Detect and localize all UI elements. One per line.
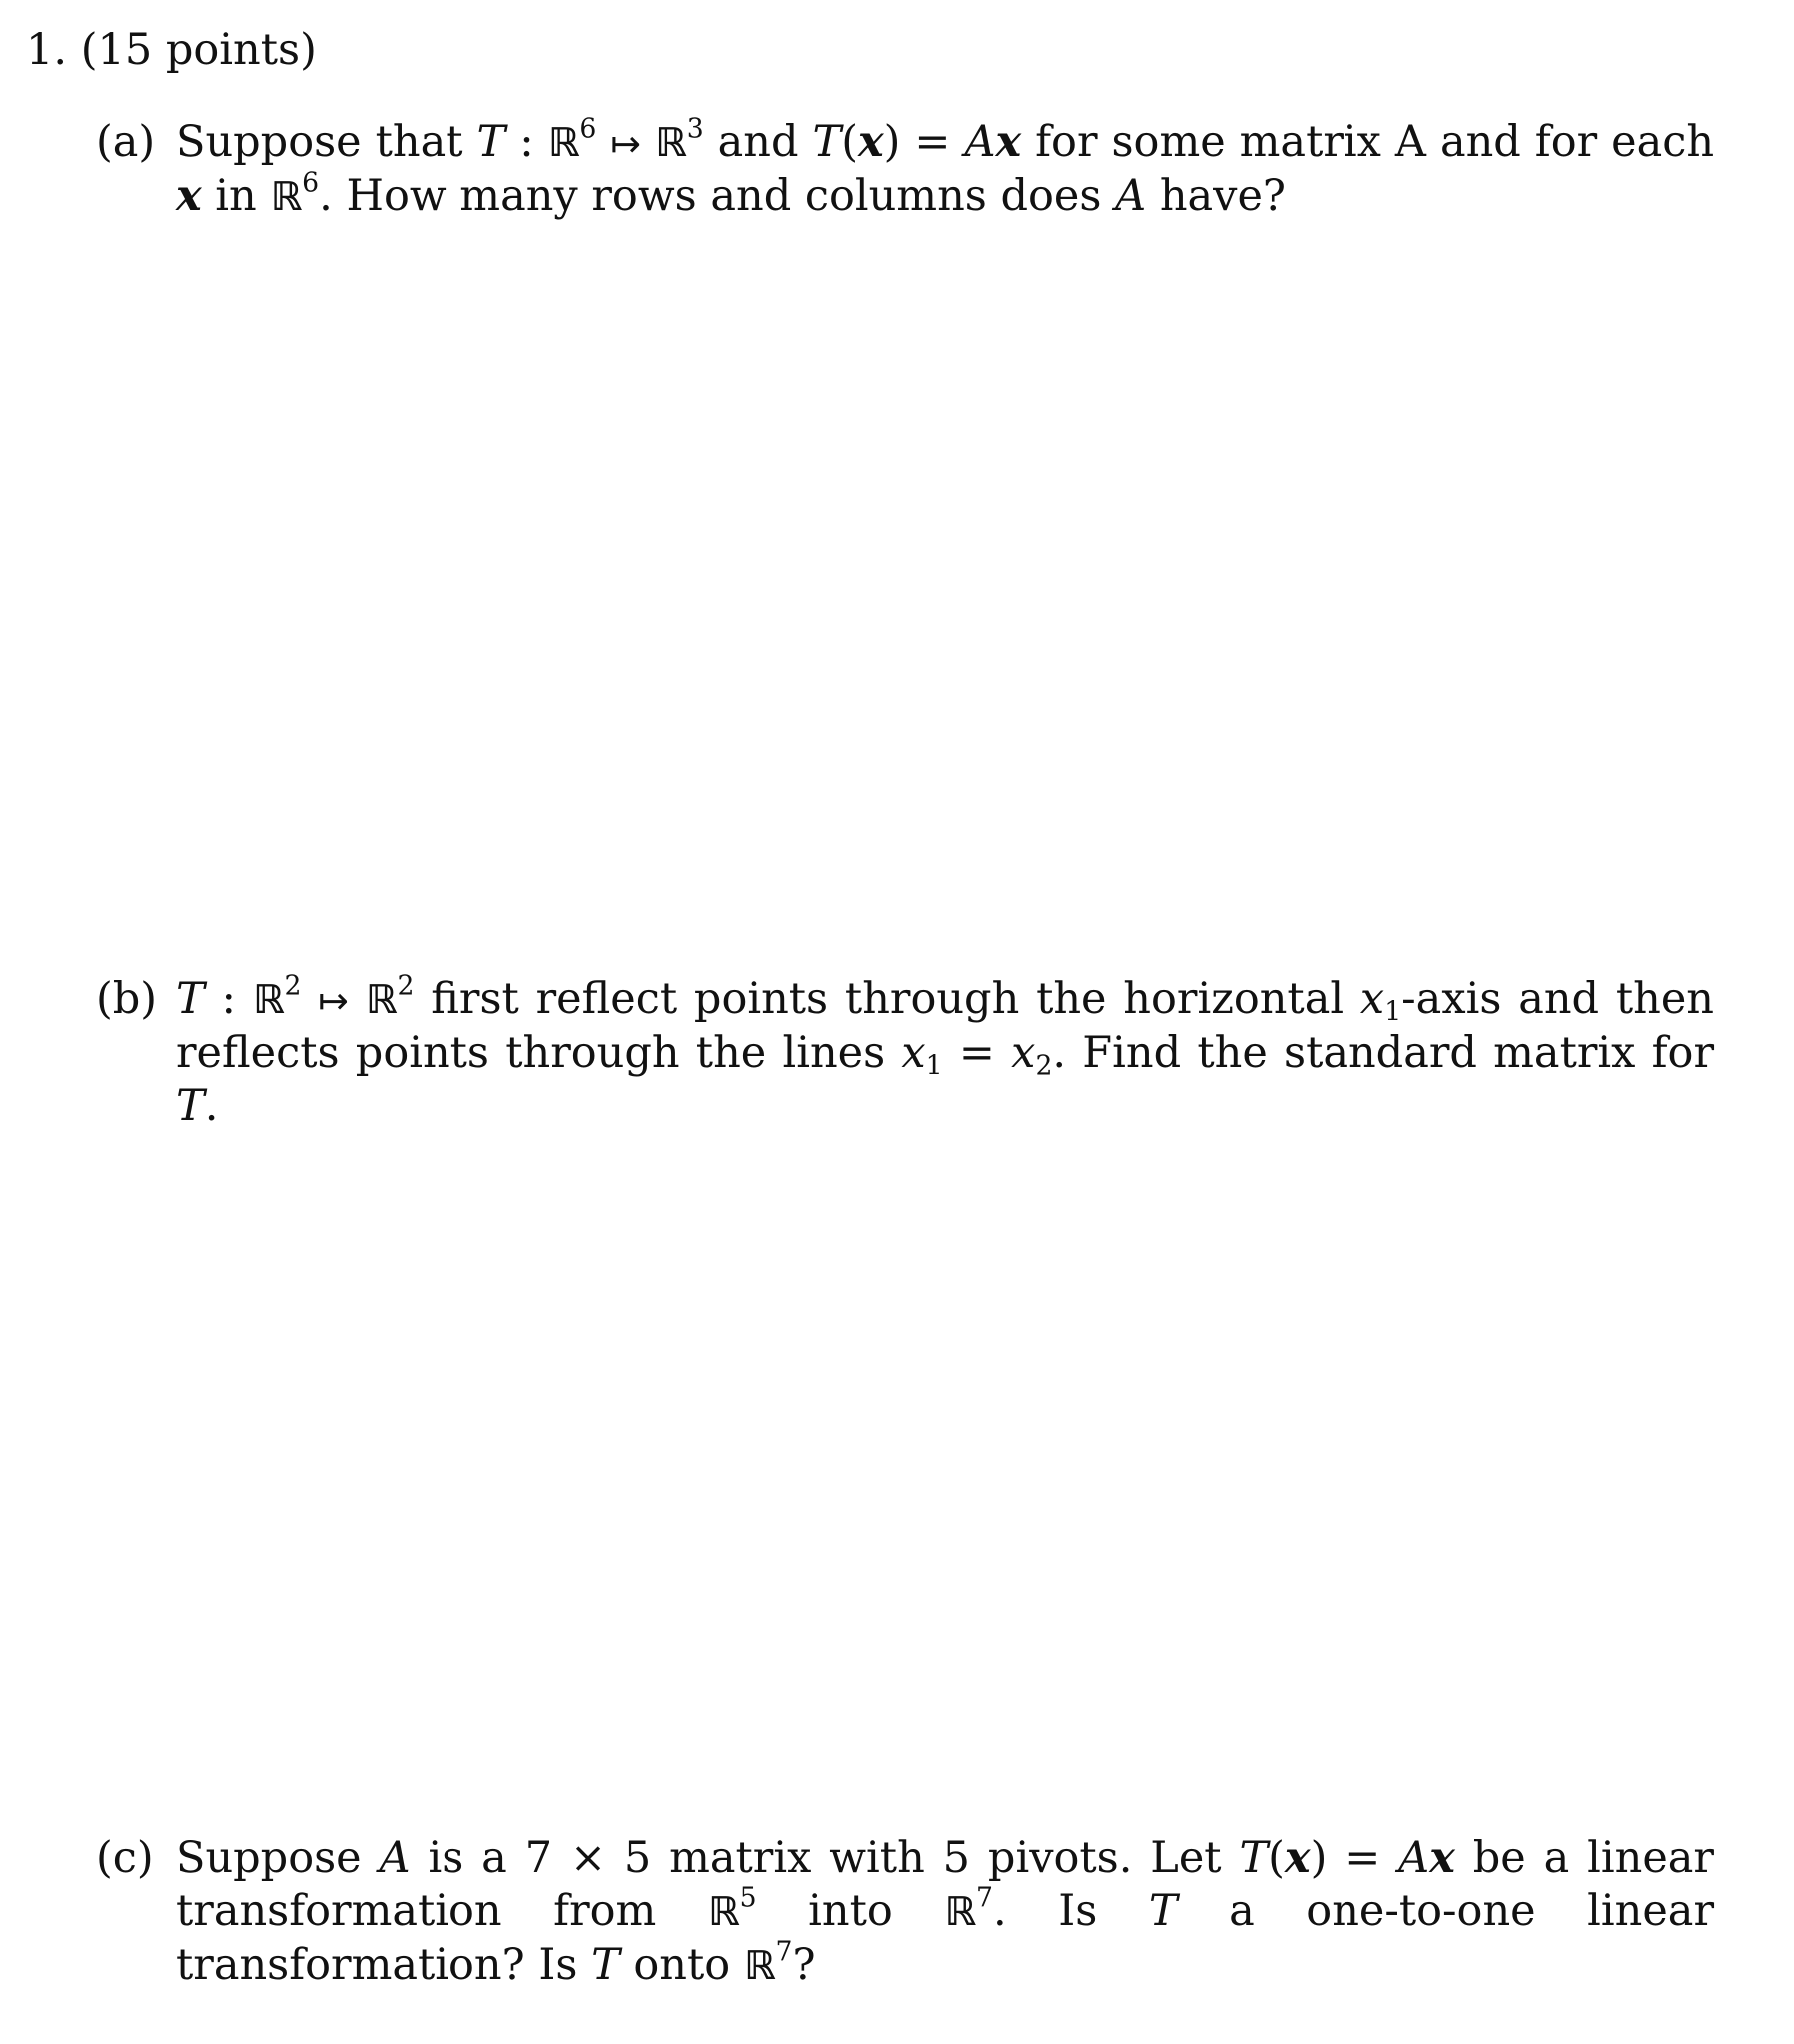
math-equals: = xyxy=(914,117,951,167)
part-c-text-2: is a 7 xyxy=(410,1833,570,1883)
part-b-label: (b) xyxy=(96,974,158,1024)
part-a-text-6: have? xyxy=(1146,171,1286,221)
part-c-text-4: be a linear transformation from xyxy=(176,1833,1714,1936)
math-equals: = xyxy=(958,1028,995,1078)
math-subscript: 1 xyxy=(925,1050,943,1082)
math-exponent: 3 xyxy=(686,113,704,145)
part-b-text-4: . xyxy=(204,1081,219,1131)
math-R: ℝ xyxy=(707,1889,740,1935)
math-exponent: 6 xyxy=(302,167,320,199)
math-R: ℝ xyxy=(365,977,398,1023)
math-maps-to: ↦ xyxy=(610,122,641,165)
math-paren: ) xyxy=(1310,1833,1328,1883)
math-R: ℝ xyxy=(547,120,580,166)
math-T: T xyxy=(476,117,506,167)
part-a-text xyxy=(176,113,1715,224)
math-equals: = xyxy=(1345,1833,1381,1883)
part-a-text-2: and xyxy=(703,117,813,167)
part-c-text-5: into xyxy=(756,1886,945,1936)
math-exponent: 7 xyxy=(775,1936,793,1968)
math-A: A xyxy=(964,117,996,167)
math-colon: : xyxy=(221,974,236,1024)
math-R: ℝ xyxy=(944,1889,977,1935)
part-c-text-1: Suppose xyxy=(176,1833,380,1883)
part-b-text xyxy=(176,970,1715,1133)
math-paren: ( xyxy=(1268,1833,1285,1883)
part-c-text-3: 5 matrix with 5 pivots. Let xyxy=(605,1833,1240,1883)
math-x-vector: x xyxy=(1284,1833,1311,1883)
math-paren: ( xyxy=(841,117,858,167)
part-b xyxy=(96,970,1715,1133)
part-c-label: (c) xyxy=(96,1833,154,1883)
math-exponent: 7 xyxy=(976,1882,993,1914)
math-R: ℝ xyxy=(252,977,285,1023)
math-exponent: 2 xyxy=(397,970,415,1002)
math-exponent: 6 xyxy=(579,113,597,145)
part-c-text xyxy=(176,1832,1714,1993)
math-times: × xyxy=(569,1833,606,1883)
math-x-vector: x xyxy=(176,171,202,221)
math-R: ℝ xyxy=(270,174,303,220)
math-T: T xyxy=(591,1940,620,1990)
part-a-text-4: in xyxy=(201,171,271,221)
math-exponent: 2 xyxy=(284,970,302,1002)
math-R: ℝ xyxy=(743,1943,776,1989)
math-R: ℝ xyxy=(654,120,687,166)
problem-points: (15 points) xyxy=(80,25,317,75)
math-A: A xyxy=(1115,171,1147,221)
part-a-label: (a) xyxy=(96,117,156,167)
math-paren: ) xyxy=(883,117,901,167)
part-a-text-1: Suppose that xyxy=(176,117,477,167)
math-x-vector: x xyxy=(995,117,1022,167)
part-a-text-3: for some matrix A and for each xyxy=(1021,117,1715,167)
math-T: T xyxy=(176,974,205,1024)
part-c-text-9: ? xyxy=(792,1940,816,1990)
part-b-text-1: first reflect points through the horizontal xyxy=(414,974,1360,1024)
math-x: x xyxy=(1011,1028,1036,1078)
math-x: x xyxy=(901,1028,926,1078)
math-A: A xyxy=(379,1833,411,1883)
math-colon: : xyxy=(519,117,534,167)
math-T: T xyxy=(812,117,842,167)
math-T: T xyxy=(1239,1833,1269,1883)
problem-header xyxy=(26,22,317,78)
part-c-text-7: a one-to-one linear transformation? Is xyxy=(176,1886,1714,1990)
part-c xyxy=(96,1832,1714,1993)
part-c-text-8: onto xyxy=(619,1940,744,1990)
part-a-text-5: . How many rows and columns does xyxy=(319,171,1116,221)
math-T: T xyxy=(176,1081,205,1131)
math-T: T xyxy=(1148,1886,1178,1936)
math-x-vector: x xyxy=(857,117,884,167)
problem-number: 1. xyxy=(26,25,68,75)
math-A: A xyxy=(1398,1833,1430,1883)
math-x-vector: x xyxy=(1429,1833,1455,1883)
math-subscript: 1 xyxy=(1384,996,1402,1028)
math-x: x xyxy=(1359,974,1385,1024)
part-b-text-3: . Find the standard matrix for xyxy=(1052,1028,1715,1078)
math-subscript: 2 xyxy=(1035,1050,1053,1082)
part-b-text-2: -axis and then reflects points through the lines xyxy=(176,974,1714,1078)
math-maps-to: ↦ xyxy=(318,979,349,1022)
math-exponent: 5 xyxy=(739,1882,757,1914)
part-a xyxy=(96,113,1715,224)
part-c-text-6: . Is xyxy=(992,1886,1149,1936)
